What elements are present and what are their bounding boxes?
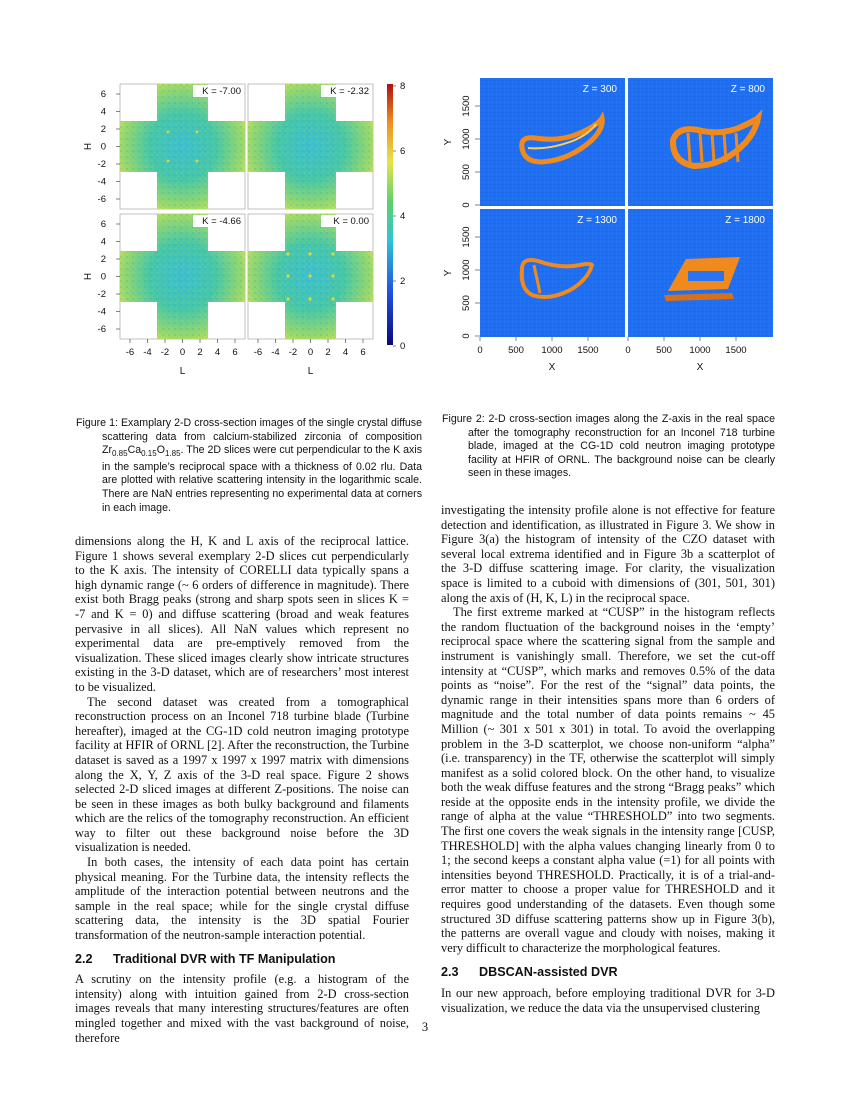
left-paragraph-4: A scrutiny on the intensity profile (e.g. a histogram of the intensity) along with intuition gained from 2-D cross-section images reveals that many interesting structures/features are often mingled together and mixed with the vast background of noise, therefore (75, 972, 409, 1045)
figure-2-panel (480, 209, 625, 337)
figure-1-x-tick: 0 (179, 347, 186, 358)
colorbar-tick: 4 (400, 211, 406, 222)
sub-zr: 0.85 (112, 449, 128, 459)
figure-1-y-label: H (83, 142, 94, 151)
figure-1-x-tick: 2 (197, 347, 203, 358)
figure-1-panel-label: K = 0.00 (333, 216, 369, 227)
figure-1-x-tick: -2 (288, 347, 298, 358)
figure-2-y-tick: 500 (461, 295, 472, 311)
section-2-2-title: Traditional DVR with TF Manipulation (113, 951, 336, 966)
figure-2-panel-label: Z = 1300 (577, 215, 617, 226)
section-2-2-heading (75, 952, 409, 967)
figure-1-y-tick: -4 (97, 306, 106, 318)
figure-2 (440, 74, 780, 379)
figure-1-y-tick: -6 (97, 194, 106, 205)
figure-1-y-tick: 6 (100, 219, 106, 230)
section-2-3-number: 2.3 (441, 965, 459, 980)
figure-2-panels (480, 78, 773, 337)
figure-1-y-tick: -6 (97, 324, 106, 335)
figure-2-svg (440, 74, 780, 379)
sub-o: 1.85 (164, 449, 181, 459)
figure-2-x-tick: 1000 (689, 345, 711, 356)
figure-1-x-label: L (307, 366, 314, 377)
figure-1-y-tick: -2 (97, 289, 106, 300)
bragg-peak (196, 160, 199, 163)
figure-1-y-tick: 2 (100, 254, 106, 265)
left-paragraph-2: The second dataset was created from a tomographical reconstruction process on an Inconel 718 turbine blade (Turbine hereafter), imaged at the CG-1D cold neutron imaging prototype facility at HFIR of ORNL [2]. After the reconstruction, the Turbine dataset is saved as a 1997 x 1997 x 1997 matrix with dimensions along the X, Y, Z axis of the 3-D real space. Figure 2 shows selected 2-D sliced images at different Z-positions. The noise can be seen in these images as both bulky background and filaments which are the relics of the tomography reconstruction. An efficient way to filter out these background noise before the 3D visualization is needed. (75, 694, 409, 855)
page-number: 3 (421, 1020, 429, 1034)
figure-2-panel-label: Z = 800 (730, 84, 765, 95)
figure-1-y-tick: 0 (100, 141, 106, 153)
figure-1-x-tick: -4 (143, 347, 152, 358)
figure-1-y-tick: -4 (97, 176, 106, 188)
bragg-peak (286, 274, 289, 277)
figure-2-x-tick: 0 (625, 345, 631, 356)
figure-2-y-tick: 0 (461, 333, 472, 339)
figure-2-panel (480, 78, 625, 206)
bragg-peak (167, 160, 170, 163)
figure-1-y-tick: 4 (100, 236, 106, 248)
figure-2-x-tick: 1000 (541, 345, 563, 356)
figure-2-y-tick: 1000 (461, 128, 472, 150)
figure-2-x-tick: 500 (656, 345, 672, 356)
figure-1-x-tick: -4 (271, 347, 280, 358)
figure-2-y-tick: 1500 (461, 226, 472, 248)
figure-1-x-tick: 4 (214, 347, 221, 358)
colorbar-ticks (393, 81, 405, 352)
figure-1-x-tick: 4 (342, 347, 349, 358)
figure-1-y-label: H (83, 272, 94, 281)
figure-2-y-tick: 500 (461, 164, 472, 180)
figure-2-y-tick: 1000 (461, 259, 472, 281)
bragg-peak (286, 297, 289, 300)
figure-2-caption-text: 2-D cross-section images along the Z-axis in the real space after the tomography reconstruction for an Inconel 718 turbine blade, imaged at the CG-1D cold neutron imaging prototype facility at HFIR of ORNL. The background noise can be clearly seen in these images. (468, 413, 775, 480)
bragg-peak (331, 297, 334, 300)
figure-2-caption-label: Figure 2: (442, 413, 485, 425)
figure-1-panel-label: K = -4.66 (202, 216, 241, 227)
figure-2-y-label: Y (443, 269, 454, 277)
section-2-3-heading (441, 965, 775, 980)
figure-1-caption-text-d: . The 2D slices were cut perpendicular to the K axis in the sample’s reciprocal space with a thickness of 0.02 rlu. Data are plotted with relative scattering intensity in the logarithmic scale. There are NaN entries representing no experimental data at corners in each image. (102, 444, 422, 514)
bragg-peak (167, 131, 170, 134)
figure-1-panel (120, 214, 245, 339)
figure-2-y-tick: 0 (461, 202, 472, 208)
figure-2-x-tick: 1500 (577, 345, 599, 356)
figure-1-y-tick: 4 (100, 106, 106, 118)
figure-1-y-tick: 6 (100, 89, 106, 100)
figure-1 (78, 78, 418, 378)
right-column (441, 503, 775, 1015)
figure-2-panel (628, 78, 773, 206)
figure-1-x-tick: 6 (232, 347, 238, 358)
bragg-peak (308, 252, 311, 255)
bragg-peak (196, 131, 199, 134)
figure-2-panel-label: Z = 1800 (725, 215, 765, 226)
figure-1-panel (248, 84, 373, 209)
bragg-peak (308, 297, 311, 300)
bragg-peak (286, 252, 289, 255)
colorbar-tick: 2 (400, 276, 406, 287)
figure-1-x-tick: 0 (307, 347, 314, 358)
figure-1-x-tick: -6 (125, 347, 135, 358)
figure-1-panels (120, 84, 373, 339)
figure-2-x-label: X (696, 362, 704, 373)
colorbar-tick: 8 (400, 81, 406, 92)
figure-1-panel-label: K = -2.32 (330, 86, 369, 97)
figure-1-panel (120, 84, 245, 209)
colorbar-tick: 0 (400, 341, 406, 352)
figure-2-panel-label: Z = 300 (582, 84, 617, 95)
section-2-3-title: DBSCAN-assisted DVR (479, 965, 618, 980)
figure-1-x-tick: 2 (325, 347, 331, 358)
left-column (75, 534, 409, 1045)
figure-2-panel (628, 209, 773, 337)
section-2-2-number: 2.2 (75, 951, 93, 966)
right-paragraph-2: The first extreme marked at “CUSP” in the histogram reflects the random fluctuation of the background noises in the ‘empty’ reciprocal space where the scattering signal from the sample and instrument is vanishingly small. Therefore, we set the cut-off intensity at “CUSP”, which marks and removes 0.5% of the data points as “noise”. For the rest of the “signal” data points, the dynamic range in their intensities spans more than 6 orders of magnitude and the total number of data points remains ~ 45 Million (~ 301 x 501 x 301) in total. To avoid the overlapping problem in the 3-D scatterplot, we choose non-uniform “alpha” (i.e. transparency) in the TF, otherwise the scatterplot will simply manifest as a solid colored block. On the other hand, to visualize both the weak diffuse features and the strong “Bragg peaks” which reside at the opposite ends in the intensity profile, we divide the range of alpha at the value “THRESHOLD” into two segments. The first one covers the weak signals in the intensity range [CUSP, THRESHOLD] with the alpha values changing linearly from 0 to 1; the second keeps a constant alpha value (=1) for all points with intensities beyond THRESHOLD. Practically, it is of a trial-and-error matter to choose a proper value for THRESHOLD and it requires good understanding of the datasets. Even though some structured 3D diffuse scattering patterns show up in Figure 3(b), the patterns are overall vague and cloudy with noises, making it very difficult to characterize the morphological features. (441, 605, 775, 955)
figure-1-x-tick: -6 (253, 347, 263, 358)
figure-2-y-label: Y (443, 138, 454, 146)
figure-1-svg (78, 78, 418, 378)
colorbar (387, 84, 393, 345)
figure-1-caption (76, 417, 422, 515)
figure-2-x-label: X (548, 362, 556, 373)
bragg-peak (331, 252, 334, 255)
right-paragraph-1: investigating the intensity profile alone is not effective for feature detection and identification, as illustrated in Figure 3. We show in Figure 3(a) the histogram of intensity of the CZO dataset with several local extrema identified and in Figure 3b a scatterplot of the 3-D diffuse scattering image. For clarity, the visualization space is limited to a cuboid with dimensions of (301, 501, 301) along the axis of (H, K, L) in the reciprocal space. (441, 503, 775, 605)
figure-1-caption-text-b: Ca (127, 444, 142, 457)
colorbar-tick: 6 (400, 146, 406, 157)
right-paragraph-3: In our new approach, before employing traditional DVR for 3-D visualization, we reduce the data via the unsupervised clustering (441, 986, 775, 1015)
figure-1-caption-text-a: Examplary 2-D cross-section images of the single crystal diffuse scattering data from calcium-stabilized zirconia of composition Zr (102, 417, 422, 457)
figure-2-caption (442, 413, 775, 481)
figure-1-panel-label: K = -7.00 (202, 86, 241, 97)
left-paragraph-1: dimensions along the H, K and L axis of the reciprocal lattice. Figure 1 shows several exemplary 2-D slices cut perpendicularly to the K axis. The intensity of CORELLI data typically spans a high dynamic range (~ 6 orders of difference in magnitude). There exist both Bragg peaks (strong and sharp spots seen in slices K = -7 and K = 0) and diffuse scattering (broad and weak features pervasive in all slices). All NaN values which represent no experimental data are pre-emptively removed from the visualization. These sliced images clearly show intricate structures existing in the 3-D dataset, which are of researchers’ most interest to be visualized. (75, 534, 409, 694)
left-paragraph-3: In both cases, the intensity of each data point has certain physical meaning. For the Turbine data, the intensity reflects the amplitude of the interaction potential between neutrons and the sample in the real space; while for the single crystal diffuse scattering data, the intensity is the 3D spatial Fourier transformation of the neutron-sample interaction potential. (75, 855, 409, 943)
figure-1-caption-label: Figure 1: (76, 417, 118, 429)
bragg-peak (331, 274, 334, 277)
figure-1-x-tick: 6 (360, 347, 366, 358)
figure-1-panel (248, 214, 373, 339)
figure-2-x-tick: 1500 (725, 345, 747, 356)
figure-1-y-tick: 2 (100, 124, 106, 135)
bragg-peak (308, 274, 311, 277)
figure-1-x-label: L (179, 366, 186, 377)
sub-ca: 0.15 (141, 449, 157, 459)
figure-1-y-tick: -2 (97, 159, 106, 170)
figure-1-caption-text-c: O (156, 444, 165, 457)
figure-1-y-tick: 0 (100, 271, 106, 283)
figure-2-x-tick: 500 (508, 345, 524, 356)
figure-2-y-tick: 1500 (461, 95, 472, 117)
figure-2-x-tick: 0 (477, 345, 483, 356)
figure-1-x-tick: -2 (160, 347, 170, 358)
